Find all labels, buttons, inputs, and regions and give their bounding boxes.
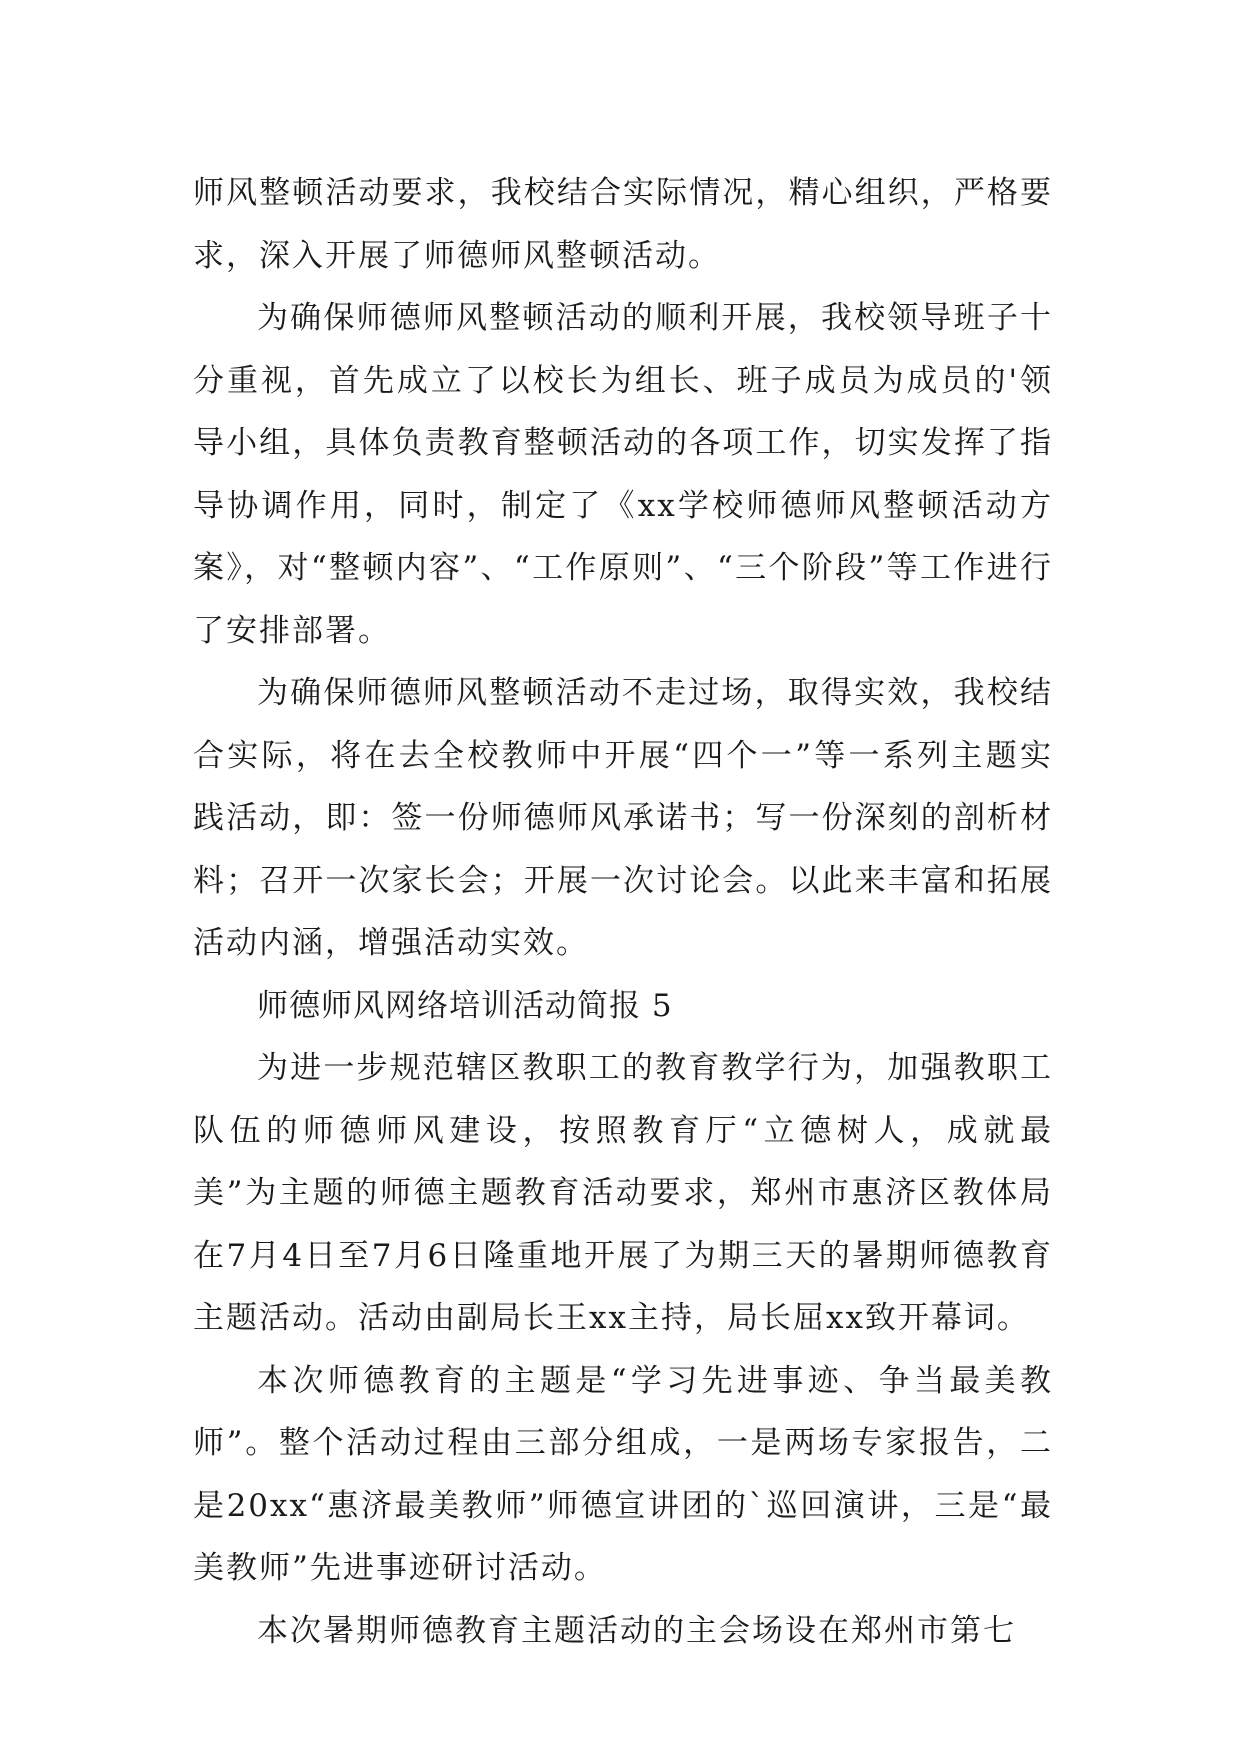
document-body <box>193 162 1053 1662</box>
paragraph-main-venue: 本次暑期师德教育主题活动的主会场设在郑州市第七 <box>257 1612 1016 1649</box>
paragraph-summer-training-intro: 为进一步规范辖区教职工的教育教学行为，加强教职工队伍的师德师风建设，按照教育厅“立德树人，成就最美”为主题的师德主题教育活动要求，郑州市惠济区教体局在7月4日至7月6日隆重地开展了为期三天的暑期师德教育主题活动。活动由副局长王xx主持，局长屈xx致开幕词。 <box>193 1050 1053 1336</box>
paragraph-leadership-group: 为确保师德师风整顿活动的顺利开展，我校领导班子十分重视，首先成立了以校长为组长、班子成员为成员的'领导小组，具体负责教育整顿活动的各项工作，切实发挥了指导协调作用，同时，制定了《xx学校师德师风整顿活动方案》，对“整顿内容”、“工作原则”、“三个阶段”等工作进行了安排部署。 <box>193 300 1053 649</box>
section-heading: 师德师风网络培训活动简报 5 <box>257 987 673 1024</box>
paragraph-continuation: 师风整顿活动要求，我校结合实际情况，精心组织，严格要求，深入开展了师德师风整顿活动。 <box>193 175 1053 274</box>
paragraph-four-ones-activities: 为确保师德师风整顿活动不走过场，取得实效，我校结合实际，将在去全校教师中开展“四个一”等一系列主题实践活动，即：签一份师德师风承诺书；写一份深刻的剖析材料；召开一次家长会；开展一次讨论会。以此来丰富和拓展活动内涵，增强活动实效。 <box>193 675 1053 961</box>
paragraph-training-theme: 本次师德教育的主题是“学习先进事迹、争当最美教师”。整个活动过程由三部分组成，一是两场专家报告，二是20xx“惠济最美教师”师德宣讲团的`巡回演讲，三是“最美教师”先进事迹研讨活动。 <box>193 1362 1053 1586</box>
